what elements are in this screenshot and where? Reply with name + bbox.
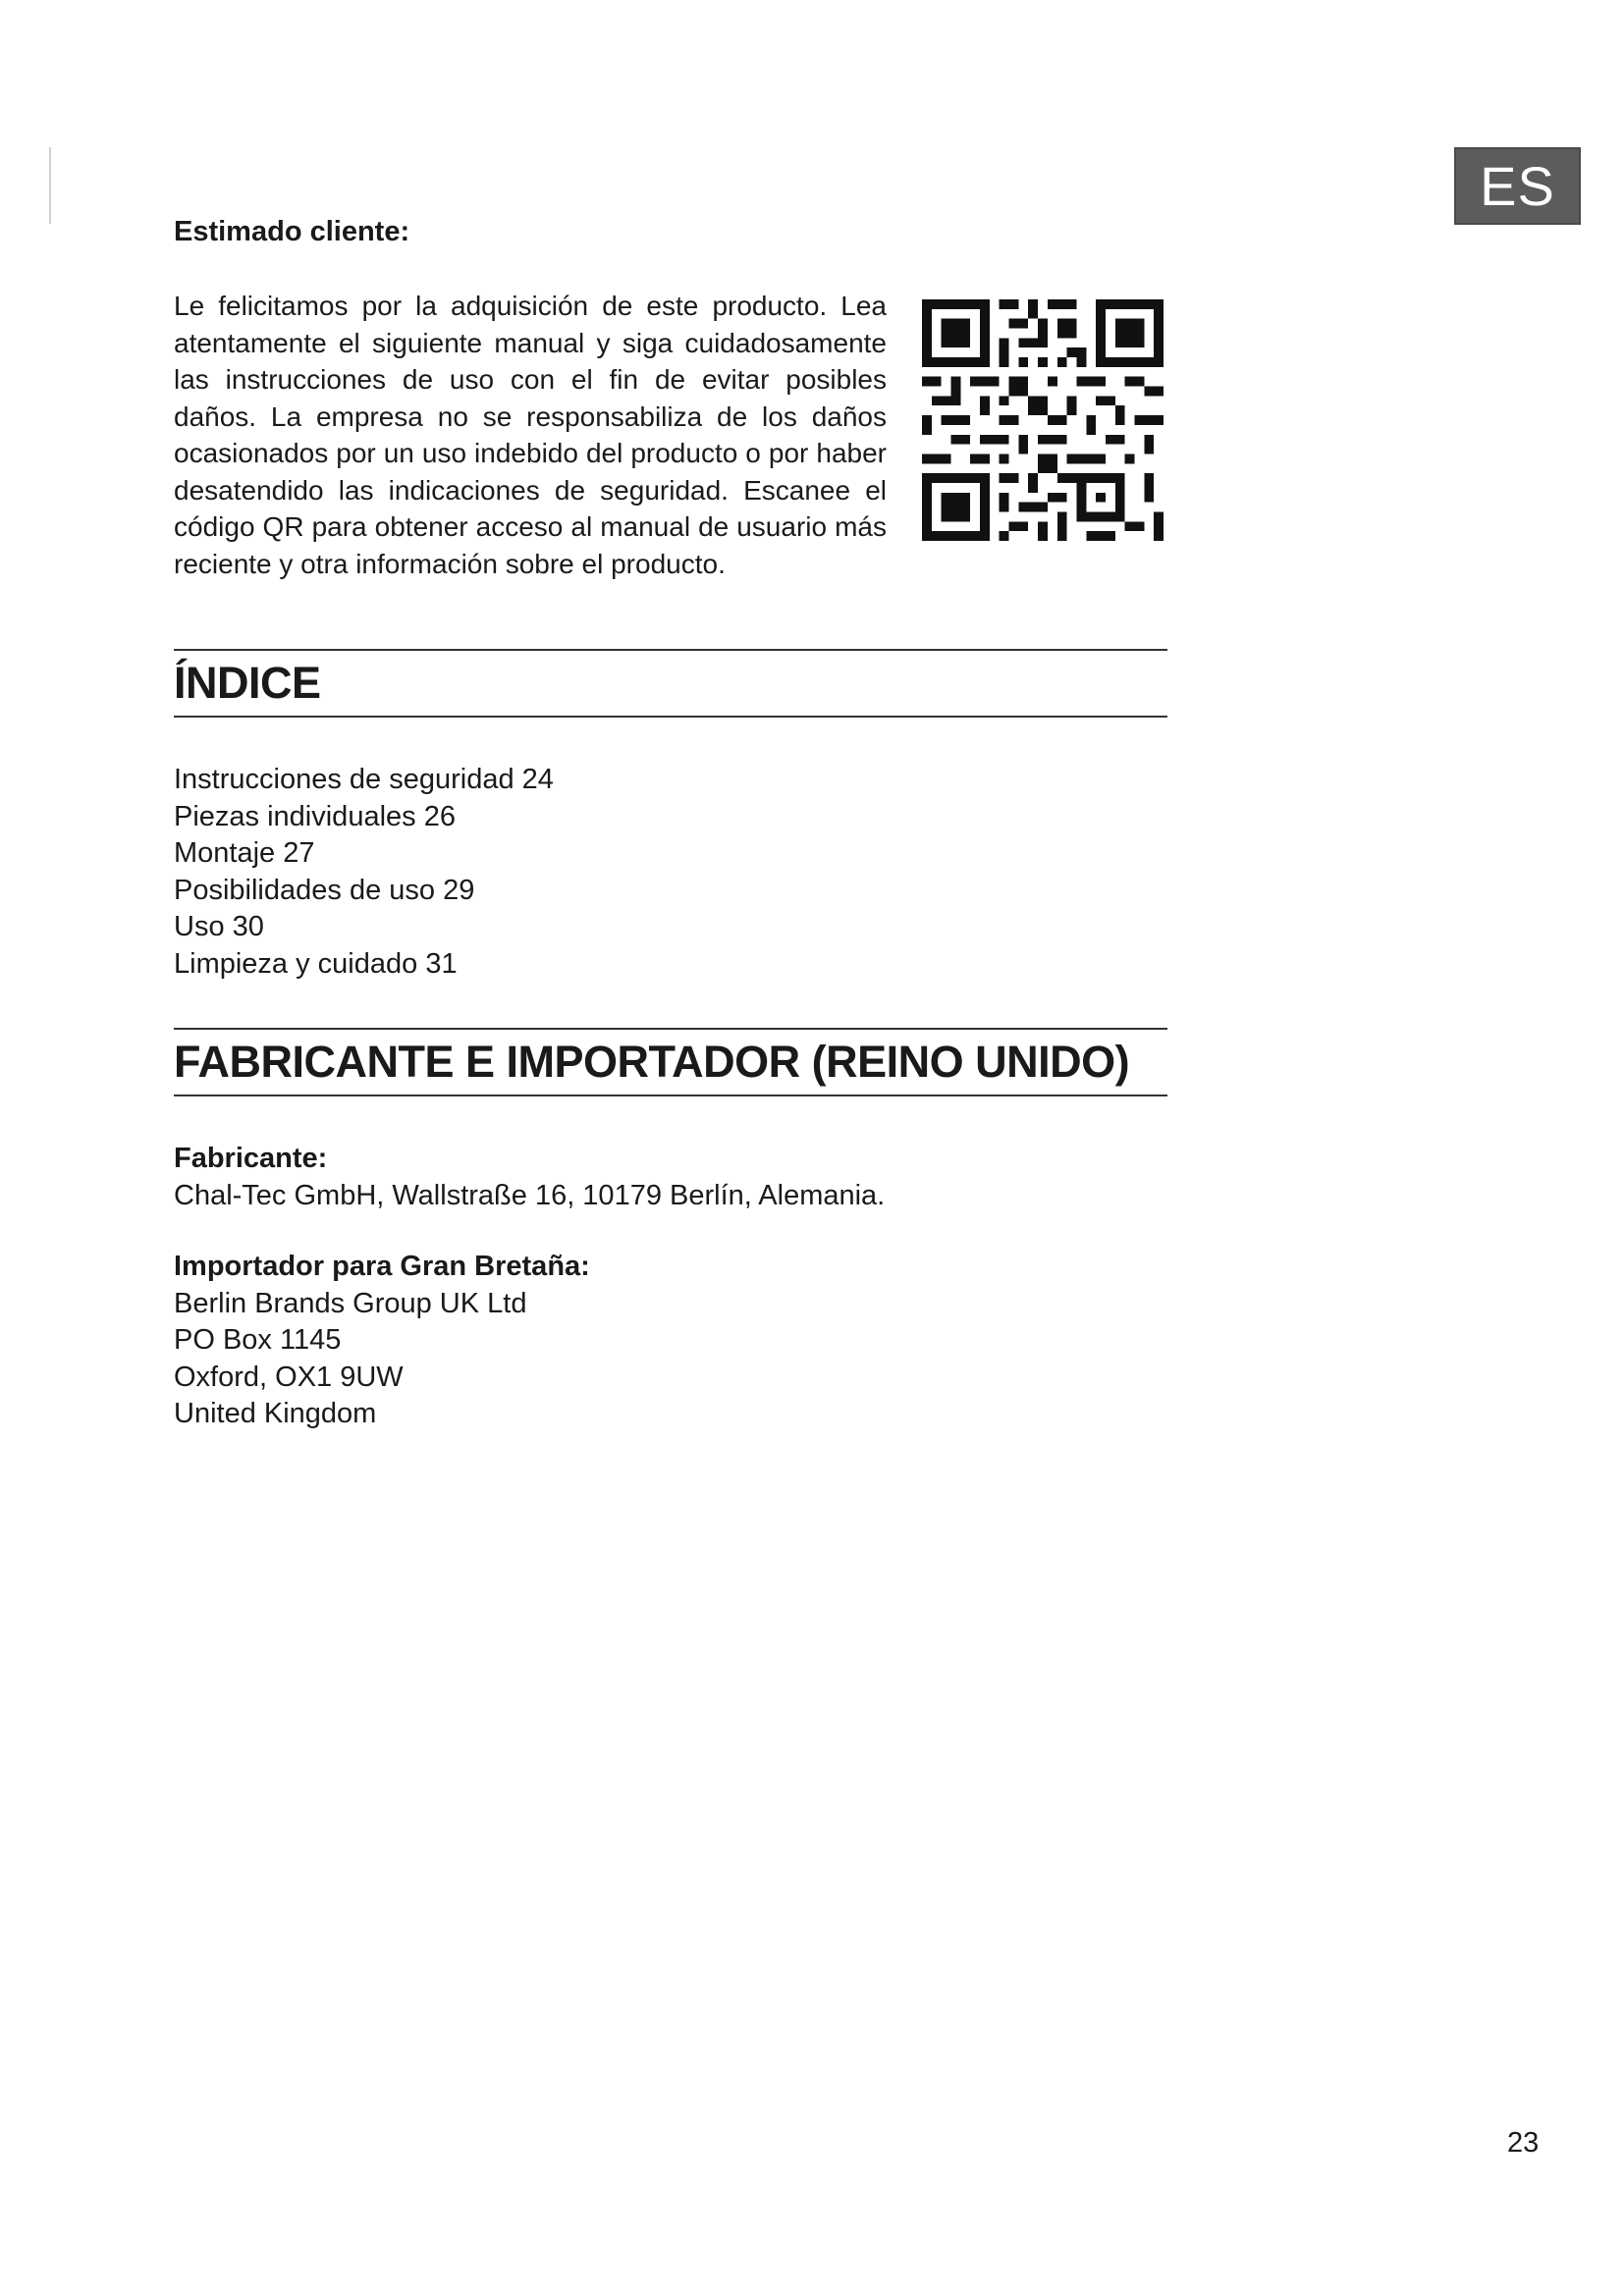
toc-item[interactable]: Limpieza y cuidado 31 [174,947,458,980]
language-badge: ES [1454,147,1581,225]
manufacturer-label: Fabricante: [174,1143,328,1174]
importer-label: Importador para Gran Bretaña: [174,1251,590,1282]
manufacturer-body [174,1141,1167,1433]
margin-marker [49,147,51,224]
page-content [174,216,1167,1433]
index-title: ÍNDICE [174,658,321,708]
importer-address-line: PO Box 1145 [174,1324,342,1356]
toc-item[interactable]: Instrucciones de seguridad 24 [174,764,554,795]
manufacturer-title: FABRICANTE E IMPORTADOR (REINO UNIDO) [174,1037,1130,1087]
toc-item[interactable]: Posibilidades de uso 29 [174,874,475,906]
intro-paragraph: Le felicitamos por la adquisición de este producto. Lea atentamente el siguiente manual y siga cuidadosamente las instrucciones de uso con el fin de evitar posibles daños. La empresa no se responsabiliza de los daños ocasionados por un uso indebido del producto o por haber desatendido las indicaciones de seguridad. Escanee el código QR para obtener acceso al manual de usuario más reciente y otra información sobre el producto. [174,291,887,579]
index-section [174,649,1167,983]
intro-block [174,288,1167,612]
manufacturer-address: Chal-Tec GmbH, Wallstraße 16, 10179 Berlín, Alemania. [174,1179,886,1211]
toc-item[interactable]: Uso 30 [174,911,264,942]
spacer [174,1214,1167,1249]
importer-address-line: Oxford, OX1 9UW [174,1361,404,1393]
section-divider [174,1095,1167,1096]
manufacturer-section [174,1028,1167,1433]
importer-address-line: Berlin Brands Group UK Ltd [174,1287,527,1319]
toc-list [174,762,1167,983]
toc-item[interactable]: Montaje 27 [174,837,315,869]
page-number: 23 [1507,2127,1540,2159]
qr-code-icon[interactable] [922,299,1164,541]
importer-address-line: United Kingdom [174,1398,377,1429]
section-divider [174,716,1167,718]
toc-item[interactable]: Piezas individuales 26 [174,800,456,832]
greeting: Estimado cliente: [174,216,410,247]
